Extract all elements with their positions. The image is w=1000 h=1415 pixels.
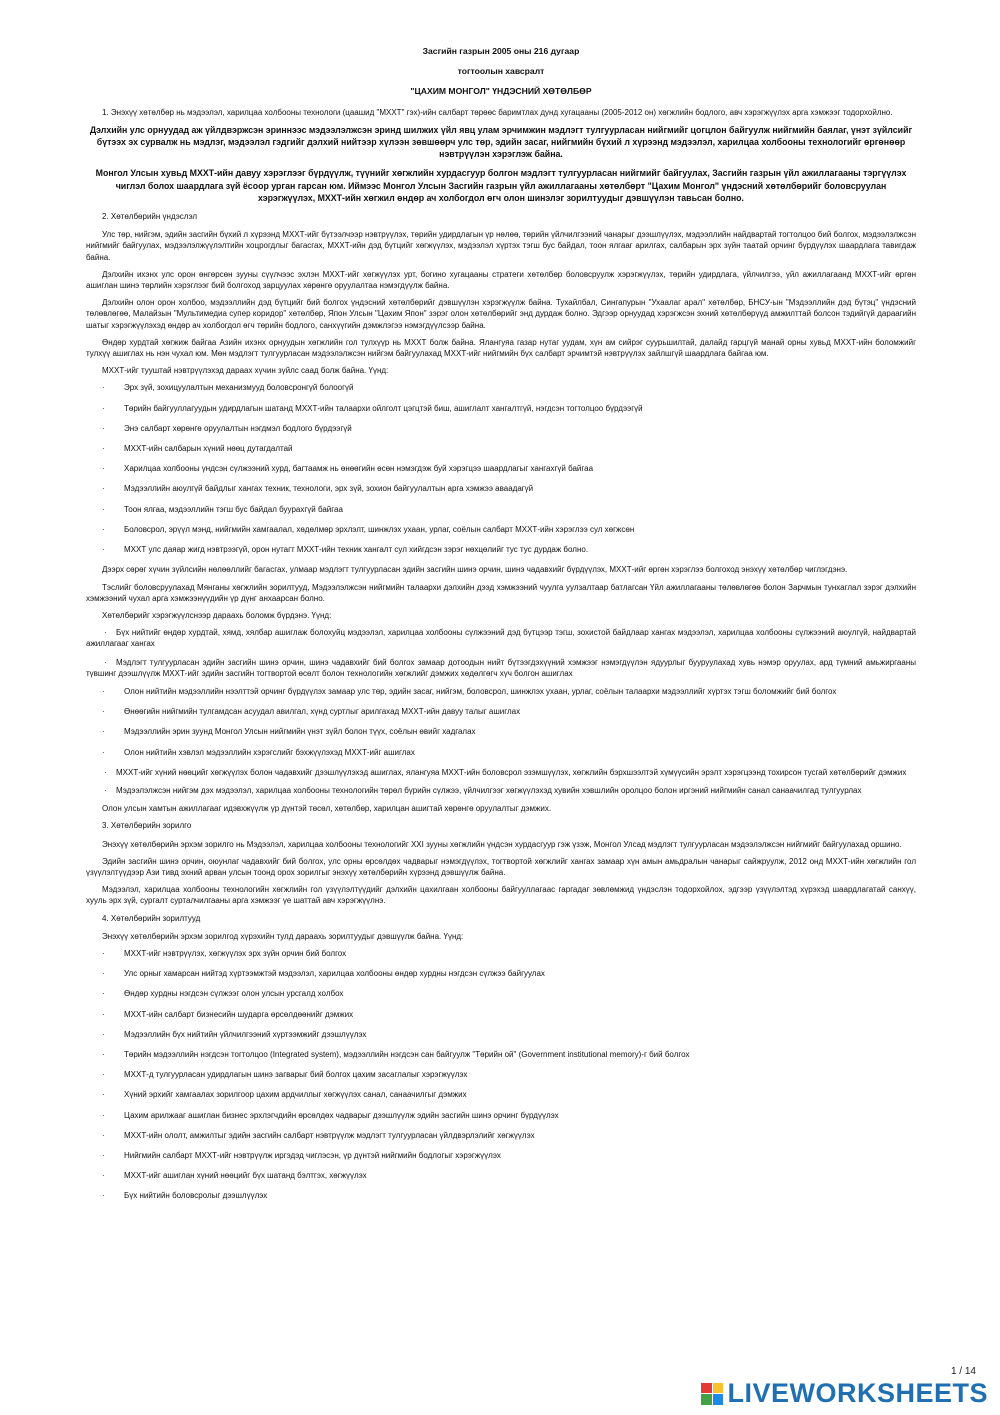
logo-square-blue bbox=[713, 1394, 724, 1405]
list-item: · Мэдээллийн аюулгүй байдлыг хангах техник, технологи, эрх зүй, зохион байгуулалтын арга хэмжээ аваадагүй bbox=[86, 483, 916, 494]
list-item-text: Мэдлэгт тулгуурласан эдийн засгийн шинэ орчин, шинэ чадавхийг бий болгох замаар дотоодын нийт бүтээгдэхүүний хэмжээг нэмэгдүүлэн ядуурлыг бууруулахад хувь нэмэр оруулах, ард түмний амьжиргааны түвшинг дээшлүүлж МХХТ-ийг эдийн засгийн тогтвортой өсөлт болон технологийн хөгжлийг дэмжих хөдөлгөгч хүч болгон ашиглах bbox=[86, 657, 916, 678]
header-annex: тогтоолын хавсралт bbox=[457, 66, 545, 77]
list-item bbox=[86, 785, 916, 796]
list-item: · МХХТ-д тулгуурласан удирдлагын шинэ загварыг бий болгох цахим засаглалыг хэрэгжүүлэх bbox=[86, 1069, 916, 1080]
intro-paragraph: 1. Энэхүү хөтөлбөр нь мэдээлэл, харилцаа холбооны технологи (цаашид "МХХТ" гэх)-ийн салбарт төрөөс баримтлах дунд хугацааны (2005-2012 он) хөгжлийн бодлого, авч хэрэгжүүлэх арга хэмжээг тодорхойлно. bbox=[102, 107, 893, 117]
list-item: · МХХТ-ийн салбарын хүний нөөц дутагдалтай bbox=[86, 443, 916, 454]
list-item: · Мэдээллийн эрин зуунд Монгол Улсын нийгмийн үнэт зүйл болон түүх, соёлын өвийг хадгалах bbox=[86, 726, 916, 737]
list-item-text: Бүх нийтийг өндөр хурдтай, хямд, хялбар ашиглаж болохуйц мэдээлэл, харилцаа холбооны сүлжээний дэд бүтцээр тэгш, зохистой байдлаар хангах мэдээлэл, харилцаа холбооны сүлжээний аюулгүй, найдвартай ажиллагааг хангах bbox=[86, 628, 916, 649]
bullet-icon: · bbox=[104, 657, 107, 667]
list-item: · Нийгмийн салбарт МХХТ-ийг нэвтрүүлж иргэдэд чиглэсэн, үр дүнтэй нийгмийн бодлогыг хэрэгжүүлэх bbox=[86, 1150, 916, 1161]
section-2-paragraph: Тэслийг боловсруулахад Мянганы хөгжлийн зорилтууд, Мэдээлэлжсэн нийгмийн талаархи дэлхийн дээд хэмжээний чуулга уулзалтаар батлагсан Үйл ажиллагааны төлөвлөгөө болон Зарчмын тунхаглал зэрэг дэлхийн хэмжээний чухал арга хэмжээнүүдийн үр дүнг анхаарсан болно. bbox=[86, 582, 916, 603]
document-content bbox=[86, 46, 916, 1211]
bullet-icon: · bbox=[104, 767, 107, 777]
section-2-paragraph: МХХТ-ийг тууштай нэвтрүүлэхэд дараах хүчин зүйлс саад болж байна. Үүнд: bbox=[102, 366, 389, 376]
list-item bbox=[86, 627, 916, 649]
list-item: · Олон нийтийн мэдээллийн нээлттэй орчинг бүрдүүлэх замаар улс төр, эдийн засаг, нийгэм, боловсрол, шинжлэх ухаан, урлаг, соёлын талаархи мэдээллийг хүртэх тэгш боломжийг бий болгох bbox=[86, 686, 916, 697]
section-2-paragraph: Дэлхийн ихэнх улс орон өнгөрсөн зууны сүүлчээс эхлэн МХХТ-ийг хөгжүүлэх урт, богино хугацааны стратеги хөтөлбөр боловсруулж хэрэгжүүлэх, төрийн удирдлага, үйлчилгээ, үйл ажиллагаанд МХХТ-ийг өргөн ашиглан шинэ төрлийн хэрэглээг бий болгоход зарцуулах хөрөнгө оруулалтаа нэмэгдүүлж байна. bbox=[86, 269, 916, 291]
list-item bbox=[86, 767, 916, 778]
section-2-paragraph: Дээрх сөрөг хүчин зүйлсийн нөлөөллийг багасгах, улмаар мэдлэгт тулгуурласан эдийн засгийн шинэ орчин, шинэ чадавхийг бүрдүүлэх, МХХТ-ийг өргөн хэрэглээ болгоход энэхүү хөтөлбөр чиглэгдэнэ. bbox=[102, 565, 848, 575]
list-item: · Өндөр хурдны нэгдсэн сүлжээг олон улсын урсгалд холбох bbox=[86, 988, 916, 999]
bold-paragraph-2: Монгол Улсын хувьд МХХТ-ийн давуу хэрэглээг бүрдүүлж, түүнийг хөгжлийн хурдасгуур болгон мэдлэгт тулгуурласан нийгмийг байгуулах, Засгийн газрын үйл ажиллагааны тэргүүлэх чиглэл болох шаардлага зүй ёсоор урган гарсан юм. Иймээс Монгол Улсын Засгийн газрын үйл ажиллагааны хөтөлбөрт "Цахим Монгол" үндэсний хөтөлбөрийг боловсруулан хэрэгжүүлэх, МХХТ-ийн хөгжил өндөр ач холбогдол өгч олон шинэлэг зорилтуудыг дэвшүүлэн тавьсан болно. bbox=[95, 168, 907, 203]
list-item: · Улс орныг хамарсан нийтэд хүртээмжтэй мэдээлэл, харилцаа холбооны өндөр хурдны нэгдсэн сүлжээ байгуулах bbox=[86, 968, 916, 979]
list-item-text: МХХТ-ийг хүний нөөцийг хөгжүүлэх болон чадавхийг дээшлүүлэхэд ашиглах, ялангуяа МХХТ-ийн боловсрол эзэмшүүлэх, хөгжлийн бэрхшээлтэй хүмүүсийн эрэлт хэрэгцээнд тохирсон тусгай хөтөлбөрийг дэмжих bbox=[116, 767, 907, 777]
bold-paragraph-1: Дэлхийн улс орнуудад аж үйлдвэржсэн эриннээс мэдээлэлжсэн эринд шилжих үйл явц улам эрчимжин мэдлэгт тулгуурласан нийгмийг цогцлон байгуулж нийгмийн баялаг, үнэт зүйлсийг бүтээх эх сурвалж нь мэдлэг, мэдээлэл гэдгийг дэлхий нийтээр хүлээн зөвшөөрч улс төр, эдийн засаг, нийгмийн бүхий л хүрээнд мэдээлэл, харилцаа холбооны технологийг өргөнөөр нэвтрүүлэн хэрэглэж байна. bbox=[89, 124, 913, 160]
list-item: · Мэдээллийн бүх нийтийн үйлчилгээний хүртээмжийг дээшлүүлэх bbox=[86, 1029, 916, 1040]
section-3-title: 3. Хөтөлбөрийн зорилго bbox=[102, 821, 192, 831]
document-title: "ЦАХИМ МОНГОЛ" ҮНДЭСНИЙ ХӨТӨЛБӨР bbox=[410, 86, 592, 97]
list-item: · Боловсрол, эрүүл мэнд, нийгмийн хамгаалал, хөдөлмөр эрхлэлт, шинжлэх ухаан, урлаг, соёлын салбарт МХХТ-ийн хэрэглээ сул хөгжсөн bbox=[86, 524, 916, 535]
liveworksheets-logo-icon bbox=[701, 1383, 723, 1405]
list-item: · Өнөөгийн нийгмийн тулгамдсан асуудал авилгал, хүнд суртлыг арилгахад МХХТ-ийн давуу талыг ашиглах bbox=[86, 706, 916, 717]
list-item-text: Мэдээлэлжсэн нийгэм дэх мэдээлэл, харилцаа холбооны технологийн төрөл бүрийн сүлжээ, үйлчилгээг хөгжүүлэхэд хувийн хэвшлийн оролцоо болон иргэний нийгмийн санал санаачилгад тулгуурлах bbox=[116, 785, 862, 795]
opportunities-list bbox=[86, 686, 916, 758]
list-item: · МХХТ улс даяар жигд нэвтрээгүй, орон нутагт МХХТ-ийн техник хангалт сул хийгдсэн зэрэг нөхцөлийг тус тус дурдаж болно. bbox=[86, 544, 916, 555]
obstacles-list bbox=[86, 382, 916, 555]
logo-square-yellow bbox=[713, 1383, 724, 1394]
liveworksheets-wordmark: LIVEWORKSHEETS bbox=[727, 1378, 988, 1408]
list-item: · Эрх зүй, зохицуулалтын механизмууд боловсронгүй болоогүй bbox=[86, 382, 916, 393]
list-item: · МХХТ-ийг ашиглан хүний нөөцийг бүх шатанд бэлтгэх, хөгжүүлэх bbox=[86, 1170, 916, 1181]
section-2-title: 2. Хөтөлбөрийн үндэслэл bbox=[102, 212, 198, 222]
section-2-paragraph: Дэлхийн олон орон холбоо, мэдээллийн дэд бүтцийг бий болгох үндэсний хөтөлбөрийг дэвшүүлэн хэрэгжүүлж байна. Тухайлбал, Сингапурын "Ухаалаг арал" хөтөлбөр, БНСУ-ын "Мэдээллийн дэд бүтэц" үндэсний төлөвлөгөө, Малайзын "Мультимедиа супер коридор" хөтөлбөр, Япон Улсын "Цахим Япон" зэрэг олон хөтөлбөрийг энд дурдаж болно. Эдгээр орнуудад хэрэгжсэн эхний хөтөлбөрүүд амжилттай болсон тэдийгүй дараагийн шатыг хэрэгжүүлэхэд өндөр ач холбогдол өгч төрийн бодлого, санхүүгийн дэмжлэгээ нэмэгдүүлсээр байна. bbox=[86, 298, 916, 330]
liveworksheets-logo[interactable] bbox=[701, 1378, 988, 1409]
section-2-paragraph: Хөтөлбөрийг хэрэгжүүлснээр дараахь боломж бүрдэнэ. Үүнд: bbox=[102, 610, 332, 620]
list-item bbox=[86, 657, 916, 679]
list-item: · Тоон ялгаа, мэдээллийн тэгш бус байдал буурахгүй байгаа bbox=[86, 504, 916, 515]
logo-square-red bbox=[701, 1383, 712, 1394]
page-number: 1 / 14 bbox=[950, 1366, 976, 1377]
list-item: · Бүх нийтийн боловсролыг дээшлүүлэх bbox=[86, 1190, 916, 1201]
section-2-paragraph: Олон улсын хамтын ажиллагааг идэвхжүүлж үр дүнтэй төсөл, хөтөлбөр, харилцан ашигтай хөрөнгө оруулалтыг дэмжих. bbox=[102, 804, 552, 814]
section-3-paragraph: Эдийн засгийн шинэ орчин, оюунлаг чадавхийг бий болгох, улс орны өрсөлдөх чадварыг нэмэгдүүлэх, тогтвортой хөгжлийг хангах замаар хүн амын амьдралын чанарыг сайжруулж, 2012 онд МХХТ-ийн хөгжлийн гол үзүүлэлтүүдээр Ази тивд эхний арван улсын тоонд орох зорилгыг энэхүү хөтөлбөрийн хүрээнд дэвшүүлж байна. bbox=[86, 856, 916, 877]
section-3-paragraph: Энэхүү хөтөлбөрийн эрхэм зорилго нь Мэдээлэл, харилцаа холбооны технологийг XXI зууны хөгжлийн үндсэн хурдасгуур гэж үзэж, Монгол Улсад мэдлэгт тулгуурласан мэдээлэлжсэн нийгмийг байгуулахад оршино. bbox=[102, 839, 902, 849]
objectives-list bbox=[86, 948, 916, 1202]
list-item: · МХХТ-ийг нэвтрүүлэх, хөгжүүлэх эрх зүйн орчин бий болгох bbox=[86, 948, 916, 959]
list-item: · Төрийн байгууллагуудын удирдлагын шатанд МХХТ-ийн талаархи ойлголт цэгцтэй биш, ашиглалт хангалтгүй, нэгдсэн тогтолцоо бүрдээгүй bbox=[86, 403, 916, 414]
list-item: · Олон нийтийн хэвлэл мэдээллийн хэрэгслийг бэхжүүлэхэд МХХТ-ийг ашиглах bbox=[86, 747, 916, 758]
bullet-icon: · bbox=[104, 628, 107, 638]
section-3-paragraph: Мэдээлэл, харилцаа холбооны технологийн хөгжлийн гол үзүүлэлтүүдийг дэлхийн цахилгаан холбооны байгууллагаас гаргадаг зөвлөмжид үндэслэн тодорхойлох, эдгээр үзүүлэлтэд хүрэхэд шаардлагатай санхүү, хууль эрх зүй, сургалт сурталчилгааны арга хэмжээг үе шаттай авч хэрэгжүүлнэ. bbox=[86, 885, 916, 906]
section-2-paragraph: Өндөр хурдтай хөгжиж байгаа Азийн ихэнх орнуудын хөгжлийн гол тулхүүр нь МХХТ болж байна. Ялангуяа газар нутаг уудам, хүн ам сийрэг суурьшилтай, далайд гарцгүй манай орны хувьд МХХТ-ийн боломжийг тулхүү ашиглах нь нэн чухал юм. Мөн мэдлэгт тулгуурласан мэдээлэлжсэн нийгэм байгуулахад МХХТ-ийг нийгмийн бүх салбарт эрчимтэй нэвтрүүлэх зайлшгүй шаардлага байгаа юм. bbox=[86, 337, 916, 359]
list-item: · Хүний эрхийг хамгаалах зорилгоор цахим ардчиллыг хөгжүүлэх санал, санаачилгыг дэмжих bbox=[86, 1089, 916, 1100]
list-item: · Төрийн мэдээллийн нэгдсэн тогтолцоо (Integrated system), мэдээллийн нэгдсэн сан байгуулж "Төрийн ой" (Government institutional memory)-г бий болгох bbox=[86, 1049, 916, 1060]
list-item: · МХХТ-ийн салбарт бизнесийн шударга өрсөлдөөнийг дэмжих bbox=[86, 1009, 916, 1020]
header-resolution: Засгийн газрын 2005 оны 216 дугаар bbox=[422, 46, 580, 56]
section-2-paragraph: Улс төр, нийгэм, эдийн засгийн бүхий л хүрээнд МХХТ-ийг бүтээлчээр нэвтрүүлэх, төрийн удирдлагын үр нөлөө, төрийн үйлчилгээний чанарыг дээшлүүлэх, мэдээллийн найдвартай тогтолцоо бий болгох, мэдээлэлжсэн нийгмийг байгуулах, мэдээлэлжүүлэлтийн хоцрогдлыг багасгах, МХХТ-ийн дэд бүтцийг хөгжүүлэх, мэдээлэл хүртэх тэгш бус байдал, тоон ялгааг арилгах, салбарын эрх зүйн таатай орчинг бүрдүүлэх шаардлага тавигдаж байна. bbox=[86, 230, 916, 262]
section-4-paragraph: Энэхүү хөтөлбөрийн эрхэм зорилгод хүрэхийн тулд дараахь зорилтуудыг дэвшүүлж байна. Үүнд: bbox=[102, 931, 464, 941]
list-item: · Харилцаа холбооны үндсэн сүлжээний хурд, багтаамж нь өнөөгийн өсөн нэмэгдэж буй хэрэгцээ шаардлагыг хангахгүй байгаа bbox=[86, 463, 916, 474]
list-item: · МХХТ-ийн ололт, амжилтыг эдийн засгийн салбарт нэвтрүүлж мэдлэгт тулгуурласан үйлдвэрлэлийг хөгжүүлэх bbox=[86, 1130, 916, 1141]
section-4-title: 4. Хөтөлбөрийн зорилтууд bbox=[102, 913, 201, 923]
list-item: · Цахим арилжааг ашиглан бизнес эрхлэгчдийн өрсөлдөх чадварыг дээшлүүлж эдийн засгийн шинэ орчинг бүрдүүлэх bbox=[86, 1110, 916, 1121]
bullet-icon: · bbox=[104, 785, 107, 795]
list-item: · Энэ салбарт хөрөнгө оруулалтын нэгдмэл бодлого бүрдээгүй bbox=[86, 423, 916, 434]
logo-square-green bbox=[701, 1394, 712, 1405]
